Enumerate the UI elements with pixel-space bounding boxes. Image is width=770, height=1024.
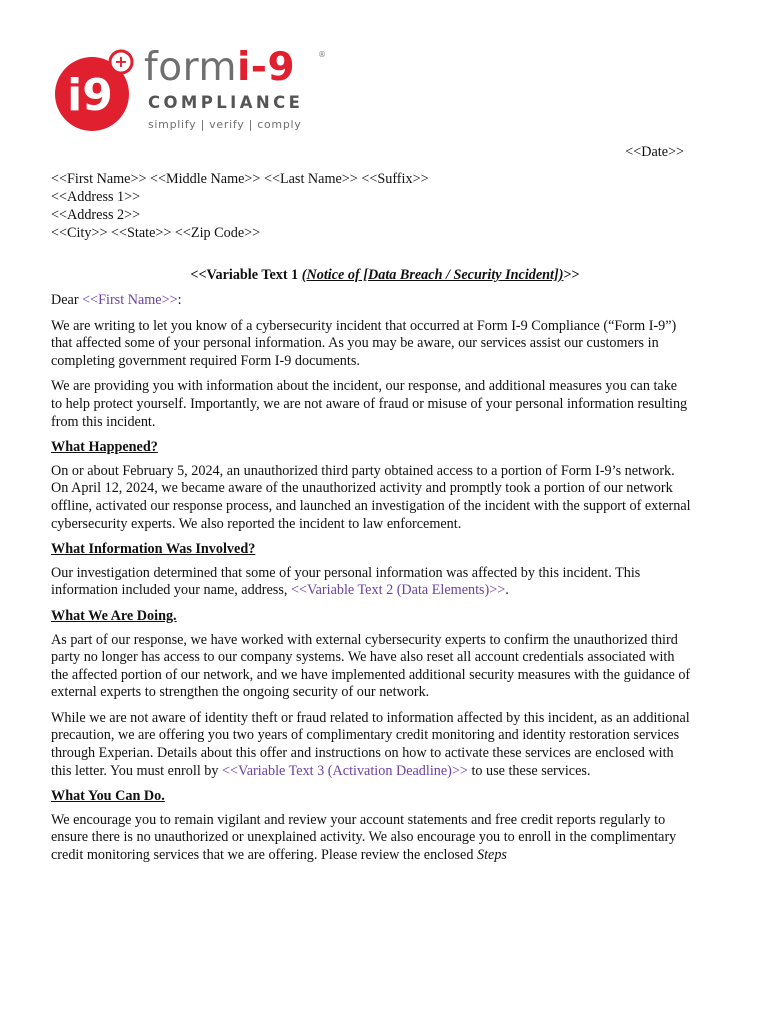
paragraph-what-you-can-do bbox=[51, 812, 691, 865]
variable-text-2: <<Variable Text 2 (Data Elements)>> bbox=[290, 582, 506, 599]
logo-tagline: simplify | verify | comply bbox=[148, 118, 302, 131]
logo-wordmark bbox=[144, 46, 295, 90]
paragraph-what-happened: On or about February 5, 2024, an unauthorized third party obtained access to a portion of Form I-9’s network. On April 12, 2024, we became aware of the unauthorized activity and promptly took a portion of our network offline, activated our response process, and launched an investigation of the incident with the support of external cybersecurity experts. We also reported the incident to law enforcement. bbox=[51, 462, 691, 532]
p7-text: We encourage you to remain vigilant and review your account statements and free credit reports regularly to ensure there is no unauthorized or unexplained activity. We also encourage you to enroll in the complimentary credit monitoring services that we are offering. Please review the enclosed bbox=[51, 811, 677, 864]
heading-what-we-are-doing: What We Are Doing. bbox=[51, 607, 177, 624]
logo-subtitle: COMPLIANCE bbox=[148, 93, 304, 112]
p6-end: to use these services. bbox=[467, 762, 591, 779]
heading-what-you-can-do: What You Can Do. bbox=[51, 788, 165, 805]
logo-word-i9: i-9 bbox=[236, 45, 296, 90]
registered-mark: ® bbox=[318, 50, 326, 59]
paragraph-intro: We are writing to let you know of a cybersecurity incident that occurred at Form I-9 Compliance (“Form I-9”) that affected some of your personal information. As you may be aware, our services assist our customers in completing government required Form I-9 documents. bbox=[51, 317, 677, 369]
i9-logo-mark bbox=[52, 48, 138, 134]
subject-prefix: <<Variable Text 1 bbox=[190, 267, 302, 283]
address-line: <<Address 1>> bbox=[51, 189, 141, 205]
logo-plus: + bbox=[114, 52, 128, 71]
p7-italic: Steps bbox=[477, 847, 507, 864]
letter-body bbox=[51, 292, 691, 873]
address-line: <<City>> <<State>> <<Zip Code>> bbox=[51, 225, 261, 241]
address-line: <<First Name>> <<Middle Name>> <<Last Name>> <<Suffix>> bbox=[51, 171, 429, 187]
heading-information-involved: What Information Was Involved? bbox=[51, 541, 256, 558]
address-line: <<Address 2>> bbox=[51, 207, 141, 223]
salutation-name: <<First Name>> bbox=[82, 292, 178, 308]
p4-end: . bbox=[505, 582, 509, 599]
letter-subject bbox=[0, 266, 770, 284]
salutation bbox=[51, 292, 691, 310]
paragraph-what-we-are-doing: As part of our response, we have worked with external cybersecurity experts to confirm the unauthorized third party no longer has access to our company systems. We have also reset all account credentials associated with the affected portion of our network, and we have implemented additional security measures with the guidance of external experts to strengthen the ongoing security of our network. bbox=[51, 631, 691, 701]
paragraph-info: We are providing you with information about the incident, our response, and additional measures you can take to help protect yourself. Importantly, we are not aware of fraud or misuse of your personal information resulting from this incident. bbox=[51, 378, 688, 430]
recipient-address bbox=[51, 170, 429, 242]
company-logo bbox=[52, 46, 332, 136]
logo-word-form: form bbox=[144, 45, 237, 90]
salutation-end: : bbox=[177, 292, 182, 308]
logo-mark-text: i9 bbox=[67, 70, 113, 121]
paragraph-information-involved bbox=[51, 565, 691, 600]
salutation-text: Dear bbox=[51, 292, 83, 308]
paragraph-credit-monitoring bbox=[51, 710, 691, 780]
p6-text: While we are not aware of identity theft or fraud related to information affected by this incident, as an additional precaution, we are offering you two years of complimentary credit monitoring and identity restoration services through Experian. Details about this offer and instructions on how to activate these services are enclosed with this letter. You must enroll by bbox=[51, 709, 690, 779]
subject-italic: (Notice of [Data Breach / Security Incident]) bbox=[301, 267, 564, 283]
letter-date: <<Date>> bbox=[625, 144, 684, 160]
variable-text-3: <<Variable Text 3 (Activation Deadline)>> bbox=[222, 762, 468, 779]
p4-text: Our investigation determined that some of your personal information was affected by this incident. This information included your name, address, bbox=[51, 564, 641, 599]
subject-suffix: >> bbox=[563, 267, 580, 283]
heading-what-happened: What Happened? bbox=[51, 439, 158, 456]
